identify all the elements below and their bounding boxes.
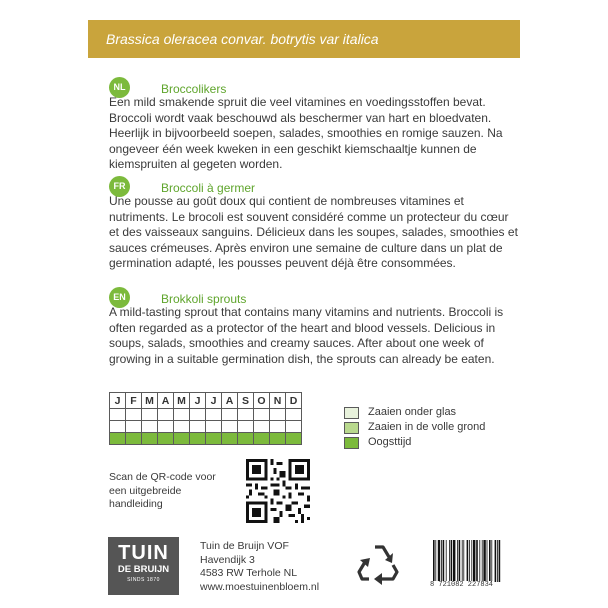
section-body-en: A mild-tasting sprout that contains many vitamins and nutrients. Broccoli is often regarded as a protector of the heart and blood vessels. Delicious in soups, salads, smoothies and creamy sauces. After about one week of growing in a suitable germination dish, the sprouts can already be eaten. xyxy=(109,305,504,366)
calendar-cell-indoor xyxy=(110,409,126,421)
qr-code-icon[interactable] xyxy=(246,459,310,523)
calendar-cell-indoor xyxy=(174,409,190,421)
calendar-month: A xyxy=(222,393,238,409)
calendar-cell-harvest xyxy=(206,433,222,445)
barcode-bar xyxy=(499,540,501,582)
calendar-cell-outdoor xyxy=(238,421,254,433)
barcode-bar xyxy=(489,540,491,582)
calendar-cell-indoor xyxy=(238,409,254,421)
barcode-bar xyxy=(469,540,470,582)
calendar-cell-harvest xyxy=(286,433,302,445)
barcode-bar xyxy=(487,540,488,582)
barcode-bar xyxy=(438,540,440,582)
calendar-cell-harvest xyxy=(270,433,286,445)
section-title-nl: Broccolikers xyxy=(161,82,227,96)
legend-label: Zaaien onder glas xyxy=(368,406,457,418)
barcode-bar xyxy=(443,540,445,582)
section-title-fr: Broccoli à germer xyxy=(161,181,256,195)
calendar-month: J xyxy=(190,393,206,409)
barcode-bar xyxy=(433,540,435,582)
calendar-cell-harvest xyxy=(126,433,142,445)
calendar-cell-indoor xyxy=(126,409,142,421)
calendar-month: F xyxy=(126,393,142,409)
calendar-month: J xyxy=(206,393,222,409)
barcode-bar xyxy=(483,540,485,582)
barcode-bar xyxy=(457,540,458,582)
section-title-en: Brokkoli sprouts xyxy=(161,292,247,306)
section-body-fr: Une pousse au goût doux qui contient de nombreuses vitamines et nutriments. Le brocoli est souvent considéré comme un protecteur du cœur et des vaisseaux sanguins. Délicieux dans les soupes, salades, smoothies et sauces crémeuses. Après environ une semaine de culture dans un plat de germination adapté, les pousses peuvent déjà être consommées. xyxy=(109,194,518,271)
calendar-cell-outdoor xyxy=(174,421,190,433)
barcode-bar xyxy=(491,540,492,582)
calendar-cell-indoor xyxy=(142,409,158,421)
legend-swatch-indoor xyxy=(344,407,359,419)
calendar-cell-indoor xyxy=(254,409,270,421)
calendar-cell-outdoor xyxy=(222,421,238,433)
recycle-icon xyxy=(355,539,403,587)
barcode-bar xyxy=(497,540,498,582)
section-body-nl: Een mild smakende spruit die veel vitamines en voedingsstoffen bevat. Broccoli wordt vaak beschouwd als beschermer van hart en bloedvaten. Heerlijk in bijvoorbeeld soepen, salades, smoothies en romige sauzen. Na ongeveer één week kweken in een geschikt kiemschaaltje kunnen de kiemspruiten al gegeten worden. xyxy=(109,95,503,172)
calendar-month: O xyxy=(254,393,270,409)
legend-label: Zaaien in de volle grond xyxy=(368,421,486,433)
sowing-calendar xyxy=(109,392,302,445)
barcode-bar xyxy=(453,540,455,582)
language-badge-nl: NL xyxy=(109,77,130,98)
barcode-bar xyxy=(495,540,497,582)
calendar-cell-harvest xyxy=(190,433,206,445)
company-city: 4583 RW Terhole NL xyxy=(200,567,298,579)
calendar-month: N xyxy=(270,393,286,409)
calendar-cell-harvest xyxy=(142,433,158,445)
calendar-cell-outdoor xyxy=(142,421,158,433)
calendar-month: J xyxy=(110,393,126,409)
company-website[interactable]: www.moestuinenbloem.nl xyxy=(200,580,320,593)
species-banner: Brassica oleracea convar. botrytis var italica xyxy=(88,20,520,58)
barcode-bar xyxy=(451,540,453,582)
calendar-cell-harvest xyxy=(222,433,238,445)
calendar-cell-outdoor xyxy=(254,421,270,433)
logo-line-tuin: TUIN xyxy=(118,542,169,564)
logo-line-de-bruijn: DE BRUIJN xyxy=(117,564,170,575)
calendar-month: D xyxy=(286,393,302,409)
barcode-bar xyxy=(467,540,469,582)
barcode-bar xyxy=(435,540,436,582)
calendar-cell-outdoor xyxy=(190,421,206,433)
calendar-cell-harvest xyxy=(110,433,126,445)
calendar-cell-outdoor xyxy=(158,421,174,433)
legend-swatch-outdoor xyxy=(344,422,359,434)
legend-swatch-harvest xyxy=(344,437,359,449)
calendar-month: M xyxy=(142,393,158,409)
barcode-bar xyxy=(482,540,483,582)
language-badge-fr: FR xyxy=(109,176,130,197)
calendar-cell-indoor xyxy=(158,409,174,421)
company-address xyxy=(200,540,319,594)
barcode-bar xyxy=(476,540,478,582)
barcode-bar xyxy=(479,540,480,582)
legend-label: Oogsttijd xyxy=(368,436,412,448)
calendar-cell-harvest xyxy=(174,433,190,445)
barcode-bar xyxy=(449,540,450,582)
calendar-cell-harvest xyxy=(254,433,270,445)
barcode-bar xyxy=(473,540,475,582)
brand-logo xyxy=(108,537,179,595)
barcode-bar xyxy=(462,540,463,582)
calendar-cell-harvest xyxy=(238,433,254,445)
barcode-number: 8 721082 227834 xyxy=(430,581,494,589)
barcode-bar xyxy=(463,540,464,582)
calendar-cell-outdoor xyxy=(286,421,302,433)
calendar-month: A xyxy=(158,393,174,409)
calendar-cell-indoor xyxy=(222,409,238,421)
barcode-bar xyxy=(459,540,461,582)
barcode-bar xyxy=(441,540,442,582)
calendar-cell-harvest xyxy=(158,433,174,445)
calendar-month: S xyxy=(238,393,254,409)
calendar-cell-indoor xyxy=(286,409,302,421)
qr-instruction: Scan de QR-code voor een uitgebreide handleiding xyxy=(109,471,216,510)
calendar-cell-outdoor xyxy=(110,421,126,433)
company-name: Tuin de Bruijn VOF xyxy=(200,540,289,552)
calendar-cell-outdoor xyxy=(206,421,222,433)
calendar-month: M xyxy=(174,393,190,409)
logo-line-since: SINDS 1870 xyxy=(127,577,160,583)
language-badge-en: EN xyxy=(109,287,130,308)
calendar-cell-outdoor xyxy=(126,421,142,433)
calendar-cell-outdoor xyxy=(270,421,286,433)
calendar-cell-indoor xyxy=(270,409,286,421)
calendar-cell-indoor xyxy=(190,409,206,421)
calendar-cell-indoor xyxy=(206,409,222,421)
barcode-bar xyxy=(471,540,472,582)
company-street: Havendijk 3 xyxy=(200,553,255,566)
barcode-bar xyxy=(446,540,447,582)
